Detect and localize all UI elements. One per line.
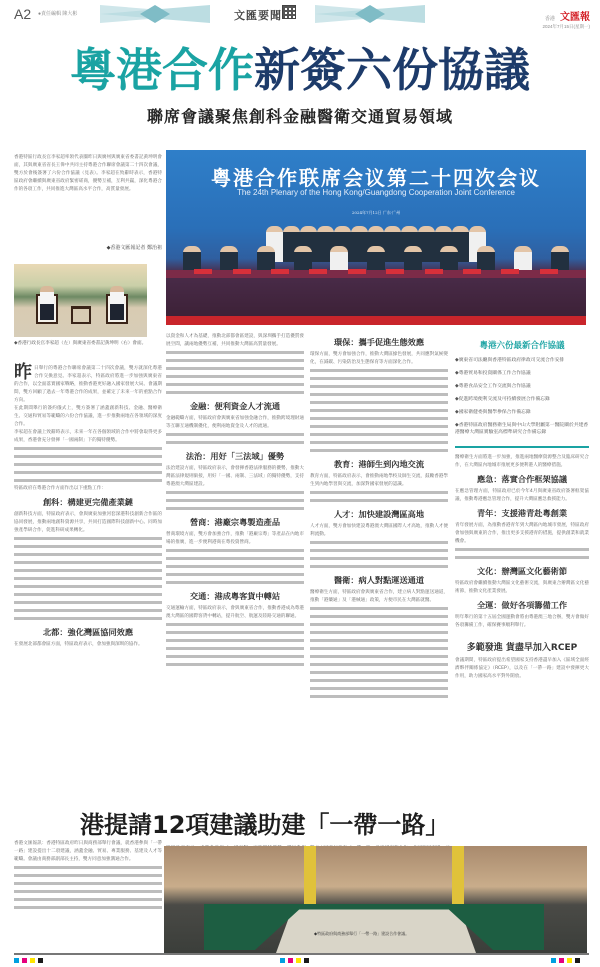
- paragraph: 會議期間，特區政府提出希望國家支持香港盡早加入《區域全面經濟夥伴關係協定》（RCEP），以及在「一帶一路」建設中發揮更大作用，助力國家高水平對外開放。: [455, 658, 589, 679]
- column-3: [310, 333, 448, 701]
- paragraph: 青年發展方面，為推動香港青年到大灣區內地城市發展，特區政府會加強與廣東的合作，推出更多支援港青的措施，提供創業和就業機會。: [455, 523, 589, 544]
- paragraph: 環保方面，雙方會加強合作，推動大灣區綠色發展，共同應對氣候變化，在減碳、污染防治及生態保育等方面深化合作。: [310, 352, 448, 365]
- photo-banner-subtitle: The 24th Plenary of the Hong Kong/Guangdong Cooperation Joint Conference: [237, 188, 515, 197]
- section-subheading: 教育：港師生到內地交流: [333, 459, 425, 469]
- paragraph: 法治建設方面，特區政府表示，會發揮香港法律服務的優勢，推動大灣區法律規則銜接，用好「一國、兩制、三法域」的獨特優勢，支持粵港澳大灣區建設。: [166, 466, 304, 487]
- paragraph-filler: [166, 547, 304, 587]
- section-subheading: 法治：用好「三法域」優勢: [185, 451, 285, 461]
- agreement-item: ◆粵港食品安全工作交流與合作協議: [455, 384, 531, 389]
- paragraph: 特區政府會繼續推動大灣區文化藝術交流，與廣東合辦灣區文化藝術節，推動文化產業發展。: [455, 581, 589, 594]
- paragraph: 李家超在會議上致辭時表示，未來一年在各個領域的合作中將會取得更多成果，香港會充分發揮「一國兩制」下的獨特優勢。: [14, 430, 162, 443]
- decorative-triangles-left: [100, 3, 210, 25]
- paragraph-filler: [166, 349, 304, 397]
- meeting-photo[interactable]: [164, 846, 587, 953]
- rcep-heading: 多範發進 貨盡早加入RCEP: [466, 643, 578, 653]
- qr-code-icon[interactable]: [282, 5, 296, 19]
- paragraph: 營商環境方面，雙方會加強合作，推動「港廠宗粵」等產品在內地市場的推廣，進一步便利港商在粵投資營商。: [166, 532, 304, 545]
- agreement-item: ◆促進跨境便利交流及可持續發展合作備忘錄: [455, 397, 550, 402]
- photo-caption: [166, 309, 586, 315]
- side-table: [71, 306, 91, 324]
- paragraph-filler: [310, 605, 448, 701]
- agreement-item: ◆國家衛健委與醫學參保合作備忘錄: [455, 410, 531, 415]
- section-subheading: 醫衛：病人對點運送通道: [333, 575, 425, 585]
- section-subheading: 應急：落實合作框架協議: [476, 474, 568, 484]
- page-number: A2: [14, 6, 32, 22]
- dropcap: 昨: [14, 362, 32, 383]
- headline-part2: 新簽六份協議: [254, 43, 530, 97]
- column-2: [166, 333, 304, 669]
- paragraph: 教育方面，特區政府表示，會推動兩地學校及師生交流，鼓勵香港學生到內地學習與交流，加深對國家發展的認識。: [310, 474, 448, 487]
- registration-marks-right: [551, 958, 580, 963]
- paragraph: 明年舉行的第十五屆全國運動會將由粵港澳三地合辦，雙方會做好各項籌備工作，確保賽事順利舉行。: [455, 615, 589, 628]
- photo-banner-date: 2024年7月12日 广东·广州: [351, 210, 401, 215]
- registration-marks-left: [14, 958, 43, 963]
- lead-paragraph: [14, 152, 162, 260]
- paragraph: 金融範疇方面，特區政府會與廣東省加強金融合作，推動跨境理財通等互聯互通機制優化，便利兩地資金及人才的流通。: [166, 416, 304, 429]
- meeting-photo-caption: ◆特區政府與商務部舉行「一帶一路」建設合作會議。: [314, 931, 410, 936]
- pillar: [452, 846, 464, 906]
- red-strip: [166, 316, 586, 325]
- paragraph-filler: [310, 539, 448, 571]
- section-subheading: 全運：做好各項籌備工作: [476, 600, 568, 610]
- section-subheading: 金融：便利資金人才流通: [189, 401, 281, 411]
- agreement-item: ◆粵港貿易和投資關係工作合作協議: [455, 371, 531, 376]
- lead-text: 香港特區行政長官李家超率領代表團昨日與廣州與廣東省委書記黃坤明會面，其與廣東省省長王偉中共同主持粵港合作聯席會議第二十四次會議，雙方於會後簽署了六份合作協議（見表）。李家超在致辭時表示，香港特區政府會繼續與廣東省政府緊密磋商，優勢互補，互利共贏，深化粵港合作的各項工作，共同推進大灣區高水平合作，高質量發展。: [14, 155, 162, 192]
- registration-marks-center: [280, 958, 309, 963]
- paragraph: 創新科技方面，特區政府表示，會與廣東加強河套深港科技創新合作區的協同發展，推動兩地創科資源共享，共同打造國際科技創新中心。同時加強產學研合作，促進科研成果轉化。: [14, 512, 162, 533]
- agreement-item: ◆廣東省司法廳與香港特區政府律政司交流合作安排: [455, 358, 565, 363]
- inset-photo[interactable]: [14, 264, 147, 337]
- paragraph-filler: [310, 489, 448, 505]
- paragraph: 昨日舉行的粵港合作聯席會議第二十四次會議，雙方就深化粵港合作交換意見。李家超表示，特區政府將進一步加強與廣東省的合作，以全面落實國家戰略，推動香港更好融入國家發展大局。會議期間，雙方回顧了過去一年粵港合作的成果，並確定了未來一年的重點合作方向。: [14, 362, 162, 403]
- paragraph: 醫療衛生方面，特區政府會與廣東省合作，建立病人對點運送通道，推動「港藥通」及「港械通」政策，方便市民在大灣區就醫。: [310, 590, 448, 603]
- nameplates: [166, 269, 586, 274]
- paragraph: 在發展北部都會區方面，特區政府表示，會加強與深圳的協作。: [14, 642, 143, 647]
- paragraph: 香港文匯報訊：香港特區政府昨日與商務部舉行會議，就香港參與「一帶一路」建設提出十二項建議，涵蓋金融、貿易、專業服務、基建及人才等範疇。會議由商務部副部長主持，雙方同意加強溝通合作。: [14, 841, 162, 862]
- paragraph: 在此期間舉行的簽約儀式上，雙方簽署了涵蓋創新科技、金融、醫療衛生、交通和貿易等範疇的六份合作協議，進一步推動兩地在各領域的深度合作。: [14, 406, 162, 427]
- section-subheading: 營商：港廠宗粵製造產品: [189, 517, 281, 527]
- column-4: [455, 333, 589, 681]
- main-photo[interactable]: [166, 150, 586, 325]
- section-subheading: 青年：支援港青赴粵創業: [476, 508, 568, 518]
- section-subheading: 北都：強化灣區協同效應: [42, 627, 134, 637]
- section-subheading: 環保：攜手促進生態效應: [333, 337, 425, 347]
- issue-date: 2024年7月15日(星期一): [542, 24, 590, 29]
- paragraph: 交通運輸方面，特區政府表示，會與廣東省合作，推動香港成為粵港澳大灣區的國際客貨中轉站，提升航空、航運及陸路交通的聯通。: [166, 606, 304, 619]
- paragraph-filler: [166, 431, 304, 447]
- agreements-list: [455, 357, 589, 436]
- main-headline: [0, 42, 600, 98]
- paragraph: 人才方面，雙方會加快建設粵港澳大灣區國際人才高地，推動人才便利流動。: [310, 524, 448, 537]
- paragraph-filler: [166, 489, 304, 513]
- secondary-headline: 港提請12項建議助建「一帶一路」: [80, 811, 450, 839]
- headline-part1: 粵港合作: [70, 43, 254, 97]
- brand-logo: 文匯報: [560, 12, 590, 23]
- paragraph-filler: [166, 621, 304, 669]
- column-1: [14, 362, 162, 649]
- page-meta: ●責任編輯 陳大彬: [38, 11, 78, 17]
- newspaper-brand: [542, 5, 590, 30]
- section-subheading: 文化：辦灣區文化藝術節: [476, 566, 568, 576]
- section-subheading: 創科：構建更完備產業鏈: [42, 497, 134, 507]
- paragraph-filler: [14, 864, 162, 912]
- section-subheading: 人才：加快建設灣區高地: [333, 509, 425, 519]
- photo-banner-title: 粤港合作联席会议第二十四次会议: [211, 166, 541, 190]
- paragraph-filler: [310, 367, 448, 455]
- section-title: 文匯要聞: [234, 9, 282, 22]
- decorative-triangles-right: [315, 3, 425, 25]
- bottom-column-1: [14, 840, 162, 912]
- masthead: [0, 0, 600, 30]
- sidebar-title: 粵港六份最新合作協議: [479, 341, 565, 351]
- section-subheading: 交通：港成粵客貨中轉站: [189, 591, 281, 601]
- brand-prefix: 香港: [544, 16, 555, 22]
- agreement-item: ◆香港特區政府醫務衛生局與中山大學附屬第一醫院關於共建香港醫療大灣區實驗室高標準研究合作備忘錄: [455, 423, 589, 435]
- agreements-sidebar: [455, 339, 589, 448]
- paragraph-filler: [14, 445, 162, 485]
- paragraph: 醫療衛生方面將進一步加強，推進兩地醫療資源整合及臨床研究合作，在大灣區內地城市推展更多便利港人的醫療措施。: [455, 455, 589, 468]
- person-left: [40, 286, 54, 320]
- footer-rule: [14, 953, 589, 955]
- paragraph-filler: [455, 546, 589, 562]
- byline: ◆香港文匯報記者 鄭治祖: [106, 245, 162, 251]
- person-right: [110, 286, 124, 320]
- paragraph-filler: [14, 535, 162, 623]
- paragraph: 特區政府在粵港合作方面作出以下重點工作：: [14, 486, 106, 491]
- subheadline: 聯席會議聚焦創科金融醫衛交通貿易領域: [146, 107, 453, 126]
- pillar: [304, 846, 316, 906]
- paragraph: 以資金和人才為基礎，推動北部都會區建設，與深圳攜手打造優質發展空間，讓兩地優勢互補，共同推動大灣區高質量發展。: [166, 334, 304, 347]
- inset-caption: ◆香港行政長官李家超（左）與廣東省委書記黃坤明（右）會面。: [14, 341, 147, 346]
- paragraph: 在應急管理方面，特區政府已於今年4月與廣東省政府簽署框架協議，推動粵港應急管理合作，提升大灣區應急救援能力。: [455, 489, 589, 502]
